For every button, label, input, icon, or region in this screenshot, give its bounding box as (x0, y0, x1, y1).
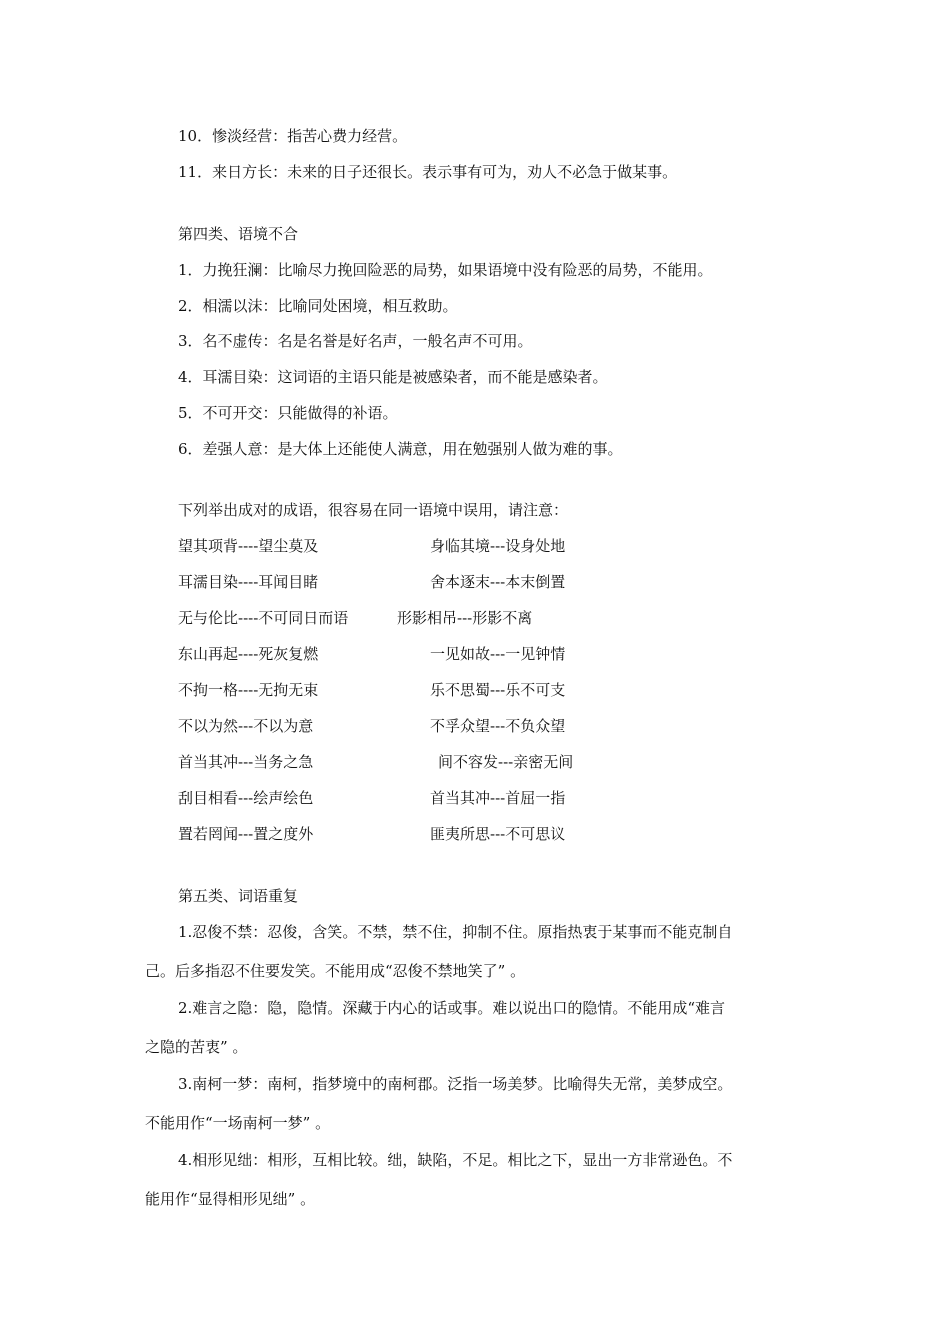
pair-right: 乐不思蜀---乐不可支 (430, 681, 566, 699)
paragraph-line: 己。后多指忍不住要发笑。不能用成“忍俊不禁地笑了” 。 (145, 962, 526, 980)
list-item: 2．相濡以沫：比喻同处困境，相互救助。 (178, 297, 458, 315)
pair-right: 不孚众望---不负众望 (430, 717, 566, 735)
pair-left: 置若罔闻---置之度外 (178, 825, 314, 843)
pair-right: 间不容发---亲密无间 (438, 753, 574, 771)
pair-right: 一见如故---一见钟情 (430, 645, 566, 663)
pair-left: 东山再起----死灰复燃 (178, 645, 319, 663)
pair-right: 首当其冲---首屈一指 (430, 789, 566, 807)
list-item: 11．来日方长：未来的日子还很长。表示事有可为，劝人不必急于做某事。 (178, 163, 678, 181)
pair-right: 匪夷所思---不可思议 (430, 825, 566, 843)
pair-left: 不以为然---不以为意 (178, 717, 314, 735)
pair-left: 无与伦比----不可同日而语 (178, 609, 349, 627)
pair-left: 刮目相看---绘声绘色 (178, 789, 314, 807)
pair-left: 望其项背----望尘莫及 (178, 537, 319, 555)
list-item: 10．惨淡经营：指苦心费力经营。 (178, 127, 408, 145)
paragraph-line: 1.忍俊不禁：忍俊，含笑。不禁，禁不住，抑制不住。原指热衷于某事而不能克制自 (178, 923, 733, 941)
pair-left: 耳濡目染----耳闻目睹 (178, 573, 319, 591)
list-item: 6．差强人意：是大体上还能使人满意，用在勉强别人做为难的事。 (178, 440, 623, 458)
paragraph-line: 之隐的苦衷” 。 (145, 1038, 248, 1056)
pairs-intro: 下列举出成对的成语，很容易在同一语境中误用，请注意： (178, 501, 569, 519)
pair-left: 首当其冲---当务之急 (178, 753, 314, 771)
list-item: 1．力挽狂澜：比喻尽力挽回险恶的局势，如果语境中没有险恶的局势，不能用。 (178, 261, 713, 279)
paragraph-line: 2.难言之隐：隐，隐情。深藏于内心的话或事。难以说出口的隐情。不能用成“难言 (178, 999, 725, 1017)
section-heading: 第五类、词语重复 (178, 887, 299, 905)
paragraph-line: 4.相形见绌：相形，互相比较。绌，缺陷，不足。相比之下，显出一方非常逊色。不 (178, 1151, 733, 1169)
pair-right: 身临其境---设身处地 (430, 537, 566, 555)
paragraph-line: 能用作“显得相形见绌” 。 (145, 1190, 316, 1208)
paragraph-line: 不能用作“一场南柯一梦” 。 (145, 1114, 331, 1132)
pair-right: 形影相吊---形影不离 (397, 609, 533, 627)
section-heading: 第四类、语境不合 (178, 225, 299, 243)
pair-left: 不拘一格----无拘无束 (178, 681, 319, 699)
list-item: 3．名不虚传：名是名誉是好名声，一般名声不可用。 (178, 332, 533, 350)
pair-right: 舍本逐末---本末倒置 (430, 573, 566, 591)
paragraph-line: 3.南柯一梦：南柯，指梦境中的南柯郡。泛指一场美梦。比喻得失无常，美梦成空。 (178, 1075, 733, 1093)
list-item: 4．耳濡目染：这词语的主语只能是被感染者，而不能是感染者。 (178, 368, 608, 386)
list-item: 5．不可开交：只能做得的补语。 (178, 404, 398, 422)
